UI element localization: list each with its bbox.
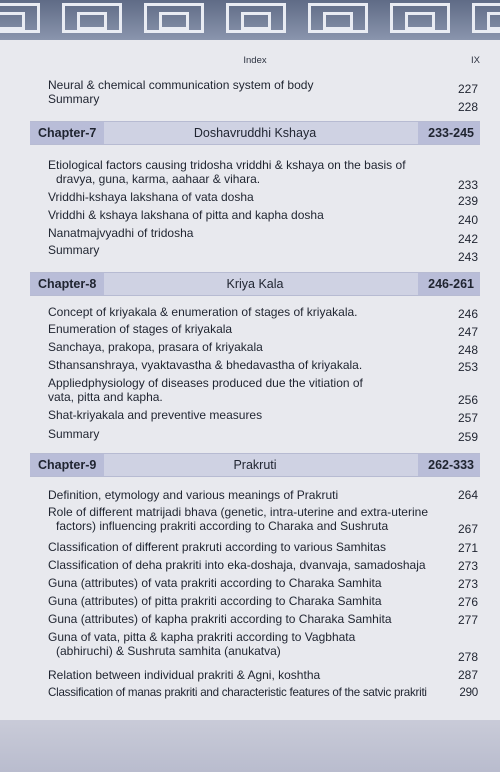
toc-entry	[48, 630, 478, 664]
toc-entry	[48, 340, 478, 357]
entry-page: 256	[457, 393, 478, 407]
entry-page: 257	[457, 411, 478, 425]
entry-page: 240	[457, 213, 478, 227]
entry-page: 290	[459, 686, 478, 699]
toc-entry	[48, 226, 478, 246]
entry-text: Enumeration of stages of kriyakala	[48, 322, 233, 336]
entry-text: Vriddhi & kshaya lakshana of pitta and kapha dosha	[48, 208, 324, 222]
entry-text: Classification of different prakruti according to various Samhitas	[48, 540, 386, 554]
chapter-label: Chapter-9	[30, 454, 104, 476]
entry-page: 227	[457, 82, 478, 96]
entry-page: 273	[457, 559, 478, 573]
entry-page: 267	[457, 522, 478, 536]
entry-page: 248	[457, 343, 478, 357]
toc-entry	[48, 594, 478, 608]
chapter-label: Chapter-8	[30, 273, 104, 295]
entry-page: 276	[457, 595, 478, 609]
entry-text: Vriddhi-kshaya lakshana of vata dosha	[48, 190, 254, 204]
toc-entry	[48, 78, 478, 96]
entry-page: 243	[457, 250, 478, 264]
toc-entry	[48, 505, 478, 536]
entry-text: Summary	[48, 92, 100, 106]
toc-entry	[48, 158, 478, 192]
toc-entry	[48, 243, 478, 264]
toc-entry	[48, 427, 478, 444]
entry-text: Guna of vata, pitta & kapha prakriti according to Vagbhata	[48, 630, 356, 644]
border-motif-icon	[0, 3, 40, 33]
entry-page: 287	[457, 668, 478, 682]
toc-entry	[48, 358, 478, 372]
page-number-roman: IX	[471, 55, 480, 66]
entry-text: Nanatmajvyadhi of tridosha	[48, 226, 194, 240]
border-motif-icon	[308, 3, 368, 33]
page-header	[30, 52, 480, 70]
entry-page: 259	[457, 430, 478, 444]
entry-text: Summary	[48, 243, 100, 257]
toc-entry	[48, 540, 478, 554]
entry-text-continued: (abhiruchi) & Sushruta samhita (anukatva)	[56, 644, 281, 658]
decorative-bottom-border	[0, 720, 500, 772]
toc-entry	[48, 558, 478, 572]
entry-page: 278	[457, 650, 478, 664]
entry-page: 228	[457, 100, 478, 114]
chapter-label: Chapter-7	[30, 122, 104, 144]
chapter-header	[30, 121, 480, 145]
entry-text-continued: dravya, guna, karma, aahaar & vihara.	[56, 172, 261, 186]
entry-text: Guna (attributes) of kapha prakriti according to Charaka Samhita	[48, 612, 392, 626]
entry-text: Summary	[48, 427, 100, 441]
entry-text: Role of different matrijadi bhava (genetic, intra-uterine and extra-uterine	[48, 505, 428, 519]
entry-text: Classification of deha prakriti into eka-doshaja, dvanvaja, samadoshaja	[48, 558, 426, 572]
entry-text-continued: vata, pitta and kapha.	[48, 390, 163, 404]
entry-page: 264	[457, 488, 478, 502]
toc-entry	[48, 92, 478, 114]
entry-text: Shat-kriyakala and preventive measures	[48, 408, 263, 422]
entry-text: Classification of manas prakriti and characteristic features of the satvic prakriti	[48, 686, 427, 699]
entry-text: Neural & chemical communication system of body	[48, 78, 314, 92]
header-index-label: Index	[243, 55, 267, 66]
chapter-page-range: 262-333	[418, 454, 480, 476]
border-motif-icon	[226, 3, 286, 33]
toc-entry	[48, 305, 478, 319]
toc-entry	[48, 208, 478, 227]
entry-page: 273	[457, 577, 478, 591]
toc-entry	[48, 322, 478, 339]
entry-page: 242	[457, 232, 478, 246]
border-motif-icon	[390, 3, 450, 33]
border-motif-icon	[62, 3, 122, 33]
chapter-page-range: 246-261	[418, 273, 480, 295]
entry-text: Etiological factors causing tridosha vriddhi & kshaya on the basis of	[48, 158, 406, 172]
toc-entry	[48, 576, 478, 590]
border-motif-icon	[144, 3, 204, 33]
toc-entry	[48, 612, 478, 626]
chapter-header	[30, 272, 480, 296]
entry-text-continued: factors) influencing prakriti according to Charaka and Sushruta	[56, 519, 389, 533]
toc-entry	[48, 686, 478, 700]
entry-text: Guna (attributes) of vata prakriti according to Charaka Samhita	[48, 576, 382, 590]
entry-text: Sanchaya, prakopa, prasara of kriyakala	[48, 340, 263, 354]
entry-page: 246	[457, 307, 478, 321]
entry-page: 239	[457, 194, 478, 208]
entry-text: Sthansanshraya, vyaktavastha & bhedavastha of kriyakala.	[48, 358, 363, 372]
toc-entry	[48, 190, 478, 208]
entry-page: 253	[457, 360, 478, 374]
entry-page: 233	[457, 178, 478, 192]
entry-page: 277	[457, 613, 478, 627]
toc-entry	[48, 376, 478, 407]
entry-text: Guna (attributes) of pitta prakriti according to Charaka Samhita	[48, 594, 382, 608]
decorative-top-border	[0, 0, 500, 40]
chapter-header	[30, 453, 480, 477]
chapter-title: Doshavruddhi Kshaya	[193, 126, 317, 140]
entry-text: Appliedphysiology of diseases produced due the vitiation of	[48, 376, 363, 390]
toc-entry	[48, 488, 478, 502]
border-motif-icon	[472, 3, 500, 33]
chapter-title: Kriya Kala	[226, 277, 284, 291]
toc-entry	[48, 408, 478, 425]
entry-text: Relation between individual prakriti & Agni, koshtha	[48, 668, 321, 682]
toc-entry	[48, 668, 478, 682]
chapter-page-range: 233-245	[418, 122, 480, 144]
entry-text: Concept of kriyakala & enumeration of stages of kriyakala.	[48, 305, 358, 319]
entry-page: 271	[457, 541, 478, 555]
chapter-title: Prakruti	[233, 458, 277, 472]
entry-text: Definition, etymology and various meanings of Prakruti	[48, 488, 339, 502]
entry-page: 247	[457, 325, 478, 339]
